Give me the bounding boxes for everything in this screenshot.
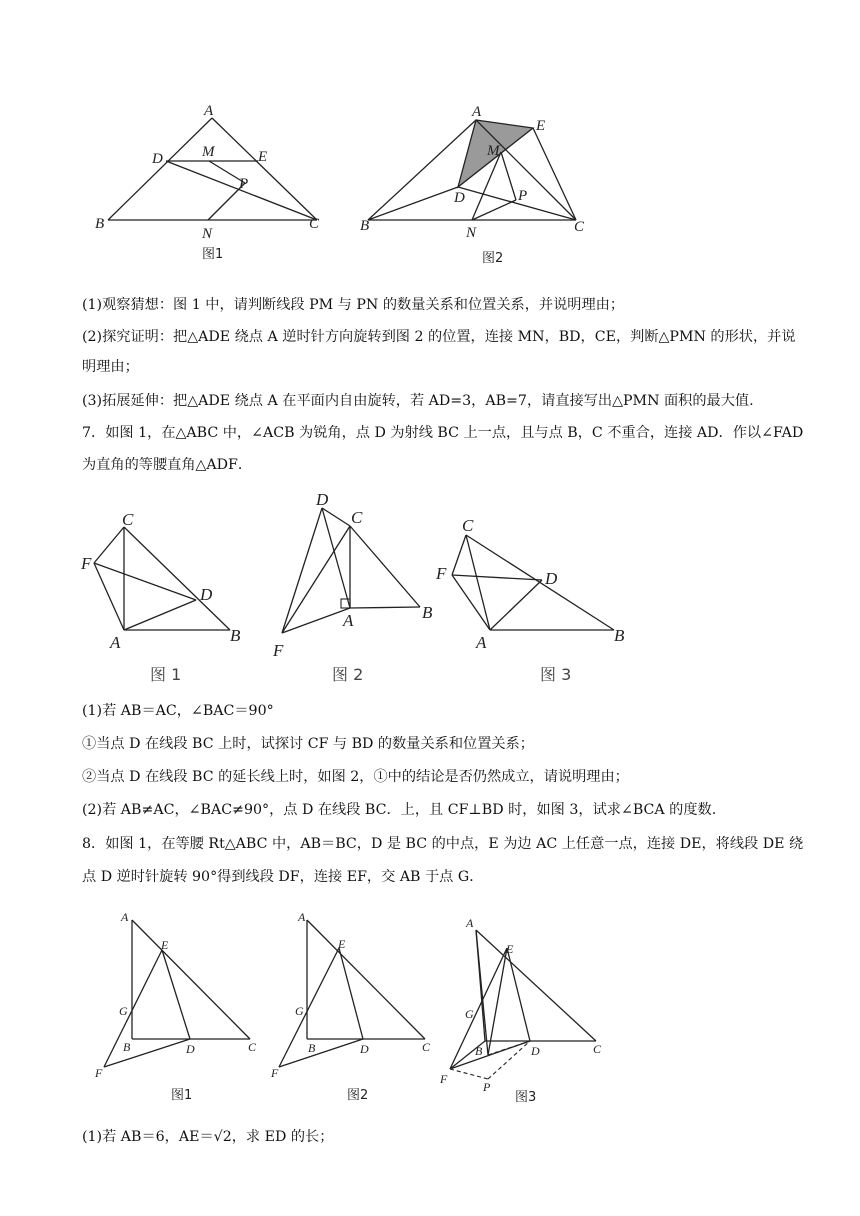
svg-text:F: F <box>436 564 447 583</box>
svg-text:N: N <box>466 225 477 241</box>
q7-intro-a: 7．如图 1，在△ABC 中，∠ACB 为锐角，点 D 为射线 BC 上一点，且与点 B，C 不重合，连接 AD．作以∠FAD <box>82 425 804 441</box>
svg-text:E: E <box>506 942 514 956</box>
q6-figure-1 <box>90 100 330 269</box>
q7-figure-2 <box>270 490 445 694</box>
q8-part-1: (1)若 AB＝6，AE＝√2，求 ED 的长； <box>82 1129 334 1145</box>
q8-figure-2 <box>265 905 445 1109</box>
svg-text:G: G <box>295 1004 304 1018</box>
svg-text:A: A <box>472 104 482 120</box>
svg-text:M: M <box>202 144 215 160</box>
svg-text:D: D <box>531 1044 540 1058</box>
q7-fig1-caption: 图 1 <box>150 665 182 684</box>
svg-text:A: A <box>343 611 354 630</box>
svg-text:C: C <box>309 216 320 232</box>
q6-fig2-caption: 图2 <box>482 251 504 266</box>
svg-text:A: A <box>204 103 214 119</box>
svg-text:C: C <box>248 1040 257 1054</box>
svg-text:D: D <box>186 1042 195 1056</box>
q8-fig3-caption: 图3 <box>515 1090 537 1105</box>
svg-text:A: A <box>110 633 121 652</box>
svg-text:G: G <box>119 1004 128 1018</box>
svg-text:A: A <box>476 633 487 652</box>
svg-text:E: E <box>536 118 546 134</box>
q7-part-1-2: ②当点 D 在线段 BC 的延长线上时，如图 2，①中的结论是否仍然成立，请说明理由； <box>82 769 629 785</box>
svg-text:B: B <box>308 1041 316 1055</box>
q7-figure-1 <box>80 505 270 694</box>
svg-text:D: D <box>454 190 465 206</box>
q7-intro-b: 为直角的等腰直角△ADF． <box>82 457 253 473</box>
svg-text:C: C <box>122 510 134 529</box>
svg-text:F: F <box>81 554 92 573</box>
svg-text:B: B <box>475 1044 483 1058</box>
svg-text:D: D <box>200 585 213 604</box>
q8-figure-3 <box>430 905 620 1109</box>
svg-text:C: C <box>422 1040 431 1054</box>
svg-text:M: M <box>487 143 500 159</box>
svg-text:E: E <box>161 938 169 952</box>
svg-text:A: A <box>298 910 306 924</box>
q7-fig2-caption: 图 2 <box>332 665 364 684</box>
svg-text:P: P <box>518 188 528 204</box>
svg-text:F: F <box>271 1066 279 1080</box>
q7-part-1: (1)若 AB＝AC，∠BAC＝90° <box>82 703 274 719</box>
svg-text:D: D <box>545 569 558 588</box>
svg-text:F: F <box>95 1066 103 1080</box>
svg-text:B: B <box>422 603 433 622</box>
svg-text:E: E <box>258 149 268 165</box>
svg-text:D: D <box>152 151 163 167</box>
q8-figure-1 <box>90 905 270 1109</box>
svg-text:C: C <box>351 508 363 527</box>
svg-text:C: C <box>462 516 474 535</box>
q7-fig3-caption: 图 3 <box>540 665 572 684</box>
svg-text:P: P <box>239 176 249 192</box>
svg-text:B: B <box>123 1040 131 1054</box>
svg-text:C: C <box>574 219 585 235</box>
q7-part-2: (2)若 AB≠AC，∠BAC≠90°，点 D 在线段 BC．上，且 CF⊥BD 时，如图 3，试求∠BCA 的度数. <box>82 802 717 818</box>
svg-text:P: P <box>483 1080 491 1094</box>
q8-fig2-caption: 图2 <box>347 1088 369 1103</box>
q7-part-1-1: ①当点 D 在线段 BC 上时，试探讨 CF 与 BD 的数量关系和位置关系； <box>82 736 534 752</box>
svg-text:B: B <box>614 626 625 645</box>
q6-part-2b: 明理由； <box>82 359 139 375</box>
q7-figure-3 <box>430 505 640 694</box>
svg-text:F: F <box>273 641 284 660</box>
q8-intro-b: 点 D 逆时针旋转 90°得到线段 DF，连接 EF，交 AB 于点 G． <box>82 869 484 885</box>
q6-figure-2 <box>358 100 598 274</box>
svg-text:A: A <box>466 916 474 930</box>
q6-fig1-caption: 图1 <box>202 247 224 262</box>
svg-text:D: D <box>316 490 329 509</box>
svg-text:A: A <box>121 910 129 924</box>
svg-text:B: B <box>360 218 370 234</box>
svg-text:B: B <box>230 626 241 645</box>
svg-text:G: G <box>465 1007 474 1021</box>
svg-text:E: E <box>338 937 346 951</box>
q8-fig1-caption: 图1 <box>171 1088 193 1103</box>
q6-part-3: (3)拓展延伸：把△ADE 绕点 A 在平面内自由旋转，若 AD=3，AB=7，请直接写出△PMN 面积的最大值. <box>82 393 754 409</box>
svg-text:C: C <box>593 1042 602 1056</box>
q8-intro-a: 8．如图 1，在等腰 Rt△ABC 中，AB＝BC，D 是 BC 的中点，E 为边 AC 上任意一点，连接 DE，将线段 DE 绕 <box>82 836 804 852</box>
svg-text:D: D <box>360 1042 369 1056</box>
svg-text:N: N <box>202 226 213 242</box>
q6-part-1: (1)观察猜想：图 1 中，请判断线段 PM 与 PN 的数量关系和位置关系，并说明理由； <box>82 297 625 313</box>
svg-text:F: F <box>440 1072 448 1086</box>
q6-part-2a: (2)探究证明：把△ADE 绕点 A 逆时针方向旋转到图 2 的位置，连接 MN，BD，CE，判断△PMN 的形状，并说 <box>82 329 796 345</box>
svg-text:B: B <box>95 216 105 232</box>
